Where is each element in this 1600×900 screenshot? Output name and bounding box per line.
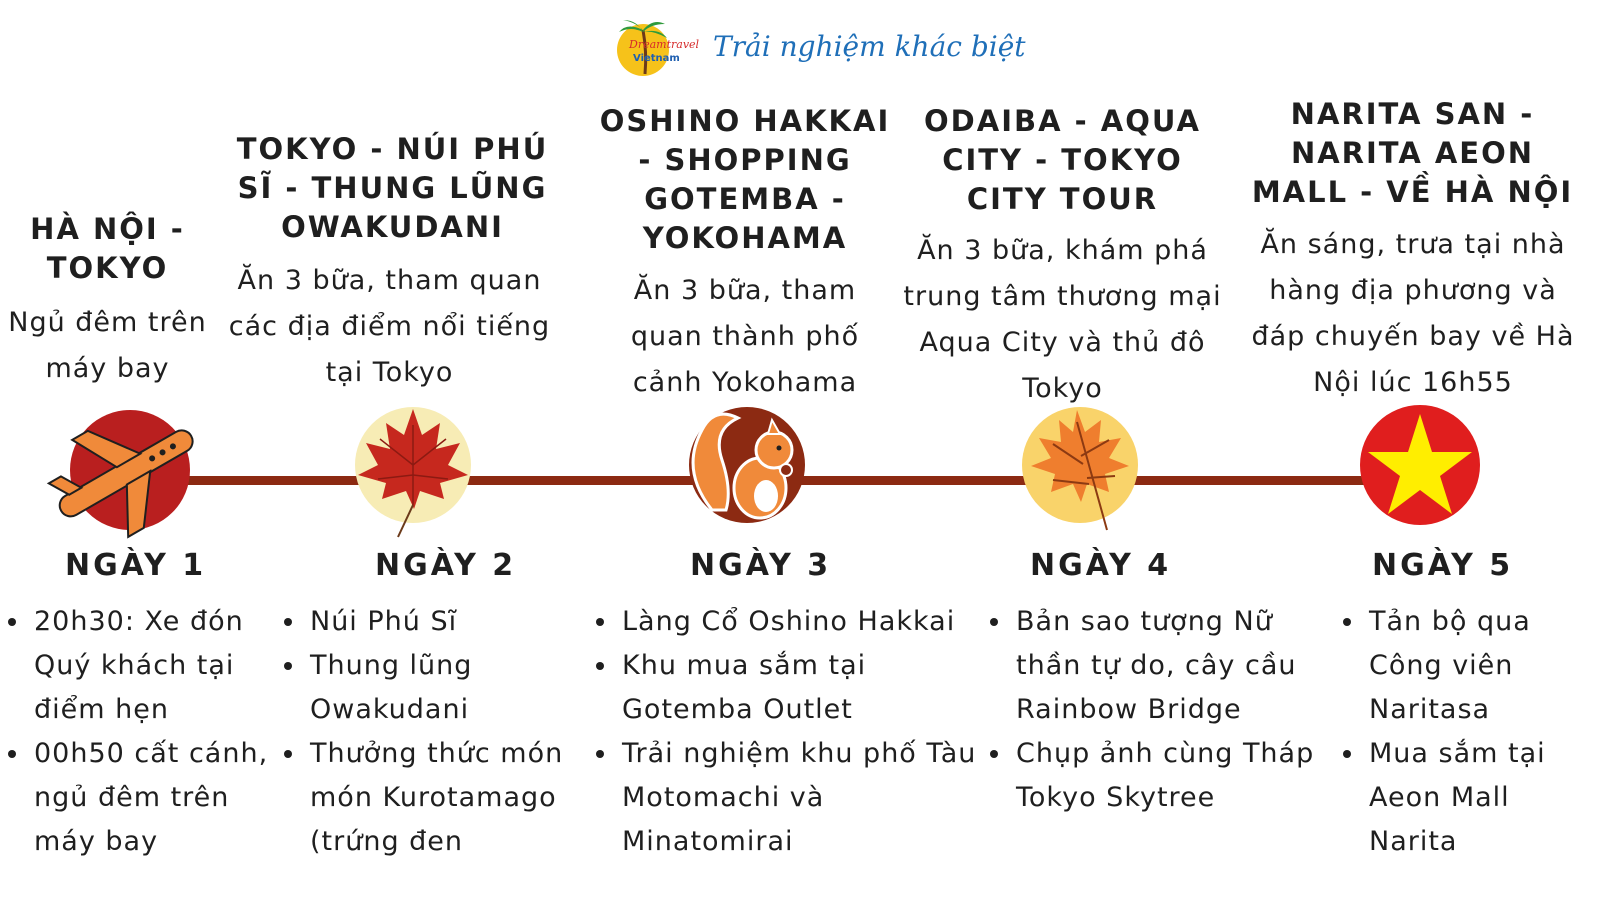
list-item: 20h30: Xe đón Quý khách tại điểm hẹn (8, 600, 273, 732)
list-item: Khu mua sắm tại Gotemba Outlet (596, 644, 991, 732)
day-5-description: Ăn sáng, trưa tại nhà hàng địa phương và đáp chuyến bay về Hà Nội lúc 16h55 (1251, 229, 1575, 398)
list-item: Núi Phú Sĩ (284, 600, 584, 644)
day-2-bullet-list (284, 600, 584, 864)
day-1-title: HÀ NỘI - TOKYO (30, 212, 185, 285)
day-5-title: NARITA SAN - NARITA AEON MALL - VỀ HÀ NỘI (1251, 97, 1574, 209)
palm-tree-logo-icon (615, 18, 707, 80)
list-item: Chụp ảnh cùng Tháp Tokyo Skytree (990, 732, 1320, 820)
brand-logo (615, 18, 1026, 80)
list-item: Thung lũng Owakudani (284, 644, 584, 732)
svg-text:Vietnam: Vietnam (633, 53, 680, 64)
day-4-icon (1015, 400, 1145, 530)
day-3-title: OSHINO HAKKAI - SHOPPING GOTEMBA - YOKOHAMA (599, 104, 891, 255)
day-3-icon (682, 400, 812, 530)
list-item: Trải nghiệm khu phố Tàu Motomachi và Minatomirai (596, 732, 991, 864)
autumn-leaf-icon (1015, 400, 1145, 530)
day-2-icon (348, 405, 478, 535)
list-item: Thưởng thức món món Kurotamago (trứng đen (284, 732, 584, 864)
list-item: Bản sao tượng Nữ thần tự do, cây cầu Rainbow Bridge (990, 600, 1320, 732)
day-2-title: TOKYO - NÚI PHÚ SĨ - THUNG LŨNG OWAKUDANI (236, 132, 549, 244)
day-2-label: NGÀY 2 (375, 548, 517, 583)
day-3-label: NGÀY 3 (690, 548, 832, 583)
day-5-bullet-list (1343, 600, 1573, 864)
day-3-bullet-list (596, 600, 991, 864)
day-1-label: NGÀY 1 (65, 548, 207, 583)
list-item: Tản bộ qua Công viên Naritasa (1343, 600, 1573, 732)
day-4-title: ODAIBA - AQUA CITY - TOKYO CITY TOUR (924, 104, 1201, 216)
day-4-description: Ăn 3 bữa, khám phá trung tâm thương mại Aqua City và thủ đô Tokyo (903, 235, 1222, 404)
svg-text:Dreamtravel: Dreamtravel (629, 38, 700, 51)
brand-slogan: Trải nghiệm khác biệt (713, 30, 1026, 63)
list-item: Làng Cổ Oshino Hakkai (596, 600, 991, 644)
vietnam-flag-icon (1355, 400, 1485, 530)
airplane-icon (65, 405, 195, 535)
day-5-icon (1355, 400, 1485, 530)
day-4-bullet-list (990, 600, 1320, 820)
day-3-description: Ăn 3 bữa, tham quan thành phố cảnh Yokohama (630, 275, 860, 398)
squirrel-icon (682, 400, 812, 530)
day-1-icon (65, 405, 195, 535)
list-item: 00h50 cất cánh, ngủ đêm trên máy bay (8, 732, 273, 864)
maple-leaf-icon (348, 405, 478, 535)
day-4-label: NGÀY 4 (1030, 548, 1172, 583)
day-2-description: Ăn 3 bữa, tham quan các địa điểm nổi tiếng tại Tokyo (228, 265, 551, 388)
day-1-bullet-list (8, 600, 273, 864)
day-5-label: NGÀY 5 (1372, 548, 1514, 583)
day-1-description: Ngủ đêm trên máy bay (8, 307, 207, 384)
list-item: Mua sắm tại Aeon Mall Narita (1343, 732, 1573, 864)
